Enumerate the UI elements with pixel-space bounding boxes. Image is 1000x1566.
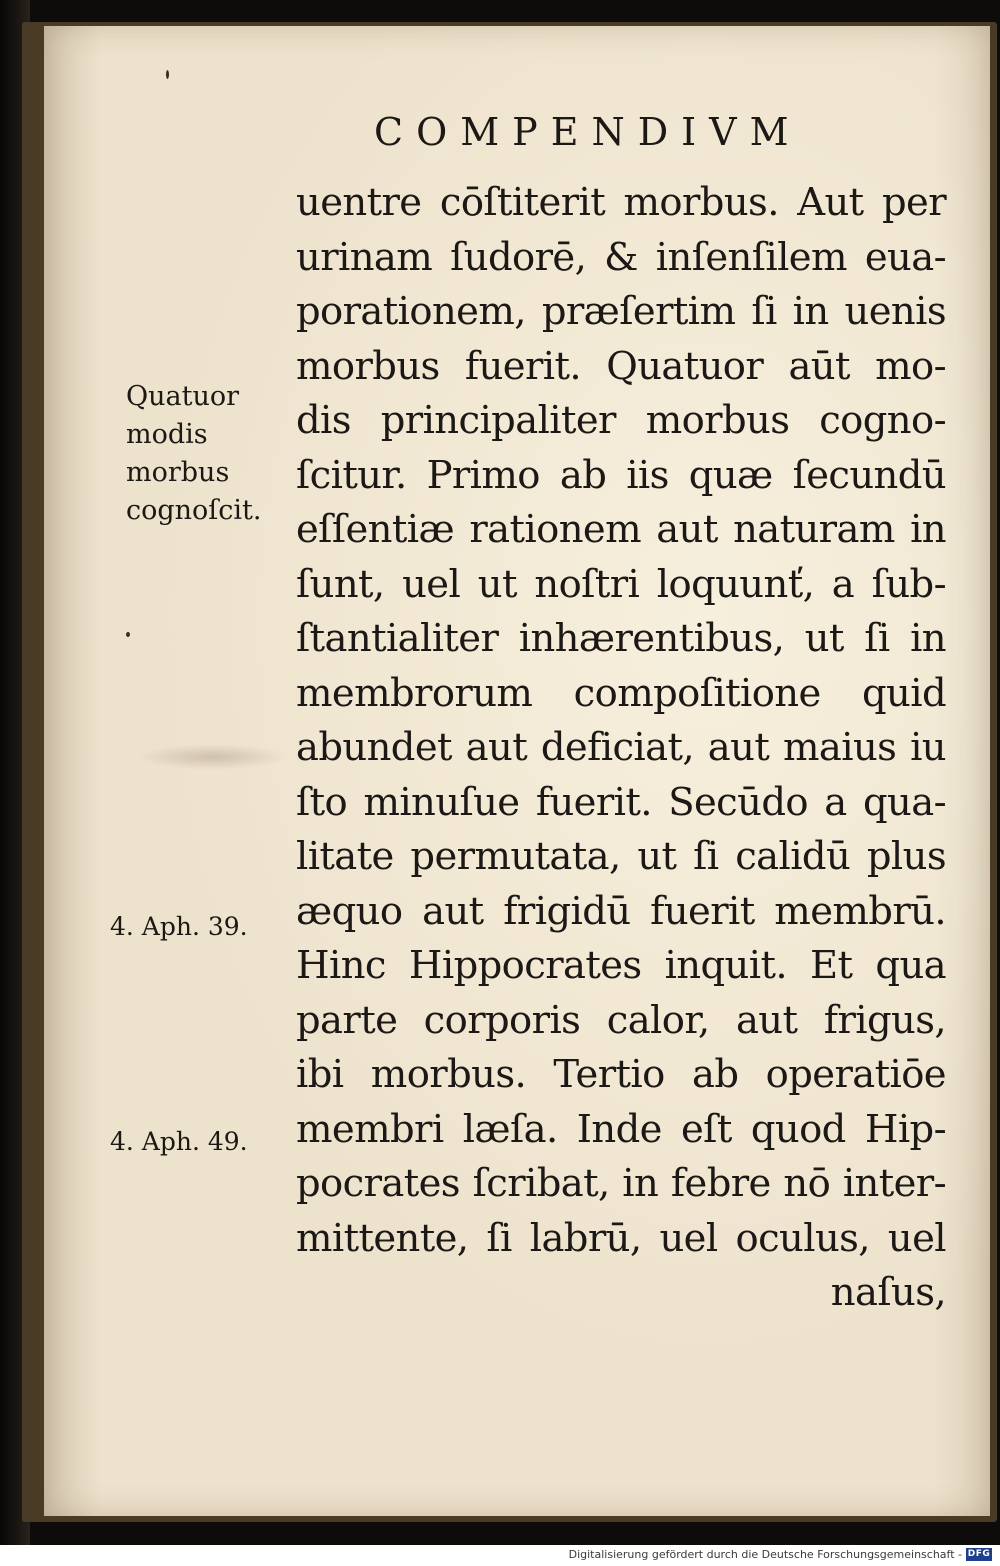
book-page [44,26,990,1516]
marginal-gloss-line: Quatuor [126,381,240,412]
marginal-reference-2: 4. Aph. 49. [110,1127,248,1156]
catchword: naſus, [830,1270,946,1315]
ink-speck [166,70,169,79]
marginal-gloss-line: cognoſcit. [126,495,262,526]
ink-offset-smudge [138,744,288,770]
text-line: æquo aut frigidū fuerit membrū. [296,888,946,934]
text-line: ſcitur. Primo ab iis quæ ſecundū [296,452,946,498]
ink-speck [126,632,130,637]
text-line: morbus fuerit. Quatuor aūt mo- [296,343,946,389]
text-line: urinam ſudorē, & inſenſilem eua- [296,234,946,280]
text-line: dis principaliter morbus cogno- [296,398,946,443]
dfg-logo: DFG [967,1549,991,1559]
text-line: litate permutata, ut ſi calidū plus [296,834,946,879]
running-head: COMPENDIVM [374,110,802,154]
text-line: abundet aut deficiat, aut maius iu [296,725,946,770]
text-line: porationem, præſertim ſi in uenis [296,289,946,334]
main-text-block [296,176,946,1321]
marginal-reference-1: 4. Aph. 39. [110,912,248,941]
marginal-gloss-line: modis [126,419,208,450]
text-line: ibi morbus. Tertio ab operatiōe [296,1052,946,1097]
marginal-gloss-line: morbus [126,457,230,488]
text-line: Hinc Hippocrates inquit. Et qua [296,943,946,988]
text-line: membrorum compoſitione quid [296,670,946,716]
text-line: mittente, ſi labrū, uel oculus, uel [296,1215,946,1261]
text-line: parte corporis calor, aut frigus, [296,997,946,1043]
funding-credit: Digitalisierung gefördert durch die Deutsche Forschungsgemeinschaft - [568,1548,962,1561]
marginal-gloss [126,378,262,530]
text-line: membri læſa. Inde eſt quod Hip- [296,1106,946,1152]
text-line: eſſentiæ rationem aut naturam in [296,507,946,552]
text-line: ſtantialiter inhærentibus, ut ſi in [296,616,946,661]
text-line: ſto minuſue fuerit. Secūdo a qua- [296,779,946,825]
text-line: pocrates ſcribat, in febre nō inter- [296,1161,946,1206]
text-line: uentre cōſtiterit morbus. Aut per [296,180,946,225]
text-line: ſunt, uel ut noſtri loquunť, a ſub- [296,561,946,607]
